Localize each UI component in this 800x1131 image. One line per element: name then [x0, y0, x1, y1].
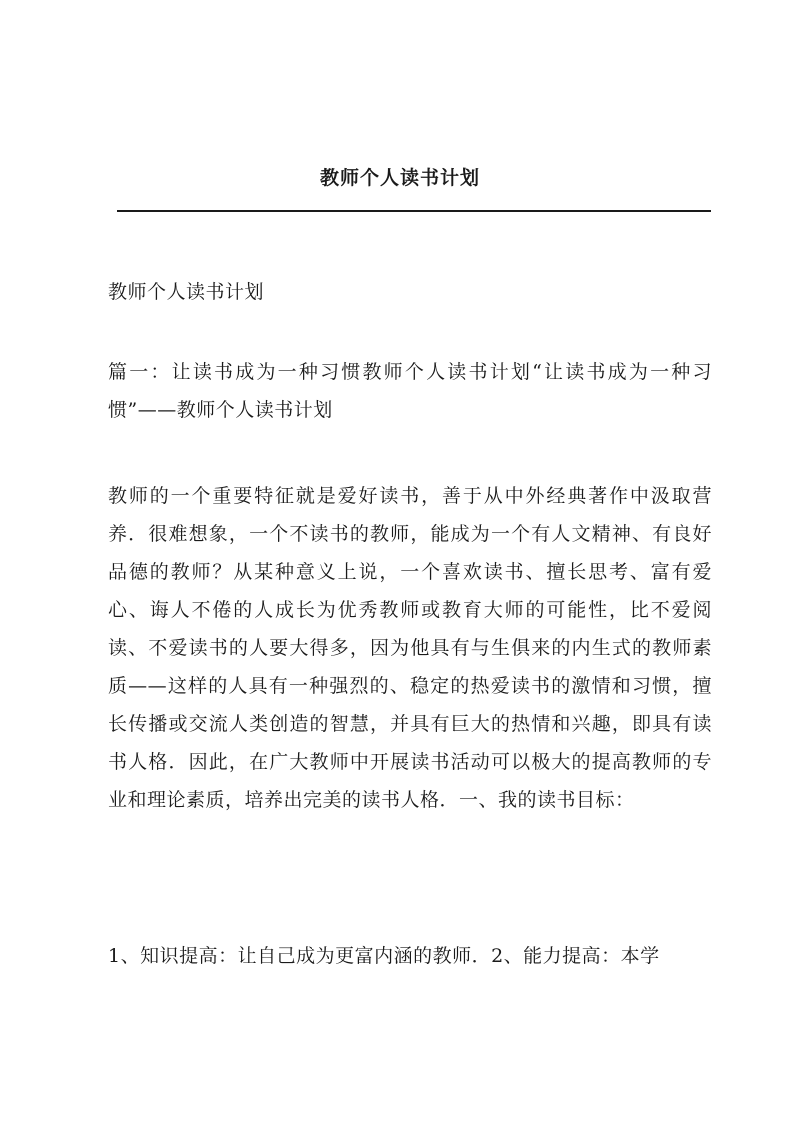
paragraph-section-heading: 篇一：让读书成为一种习惯教师个人读书计划“让读书成为一种习惯”——教师个人读书计划: [108, 361, 712, 421]
title-underline-rule: [117, 210, 711, 212]
paragraph-goals: 1、知识提高：让自己成为更富内涵的教师．2、能力提高：本学: [108, 945, 660, 967]
document-title: 教师个人读书计划: [319, 167, 480, 189]
paragraph-body: 教师的一个重要特征就是爱好读书，善于从中外经典著作中汲取营养．很难想象，一个不读书的教师，能成为一个有人文精神、有良好品德的教师？从某种意义上说，一个喜欢读书、擅长思考、富有爱心、诲人不倦的人成长为优秀教师或教育大师的可能性，比不爱阅读、不爱读书的人要大得多，因为他具有与生俱来的内生式的教师素质——这样的人具有一种强烈的、稳定的热爱读书的激情和习惯，擅长传播或交流人类创造的智慧，并具有巨大的热情和兴趣，即具有读书人格．因此，在广大教师中开展读书活动可以极大的提高教师的专业和理论素质，培养出完美的读书人格．一、我的读书目标：: [108, 485, 712, 811]
paragraph-subtitle: 教师个人读书计划: [108, 281, 265, 303]
